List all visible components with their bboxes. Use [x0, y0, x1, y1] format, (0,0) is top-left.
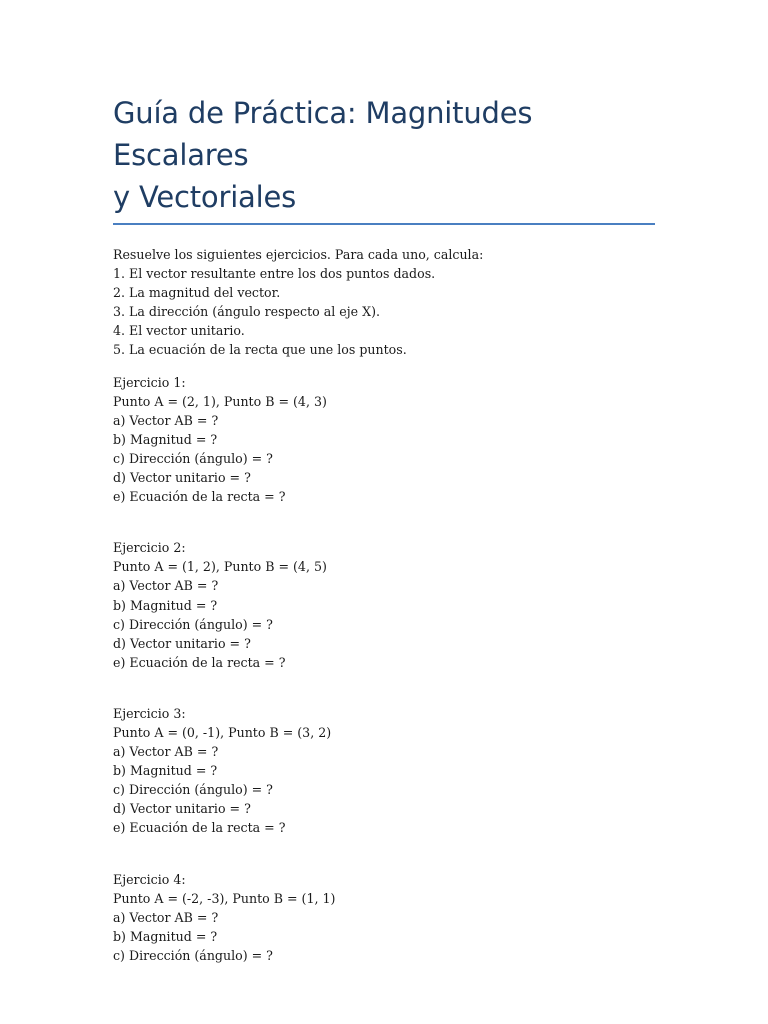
exercise-question: c) Dirección (ángulo) = ?	[113, 782, 273, 798]
exercise-points: Punto A = (1, 2), Punto B = (4, 5)	[113, 559, 327, 575]
exercise-question: e) Ecuación de la recta = ?	[113, 820, 286, 836]
exercise-question: a) Vector AB = ?	[113, 744, 219, 760]
exercise-question: d) Vector unitario = ?	[113, 470, 251, 486]
exercise-question: e) Ecuación de la recta = ?	[113, 489, 286, 505]
exercise-2	[113, 538, 655, 672]
exercise-question: a) Vector AB = ?	[113, 412, 219, 428]
exercise-question: b) Magnitud = ?	[113, 431, 218, 447]
exercise-question: c) Dirección (ángulo) = ?	[113, 616, 273, 632]
exercise-heading: Ejercicio 2:	[113, 540, 186, 556]
exercise-4	[113, 870, 655, 965]
exercise-points: Punto A = (-2, -3), Punto B = (1, 1)	[113, 890, 336, 906]
instruction-item: 1. El vector resultante entre los dos puntos dados.	[113, 266, 436, 282]
exercise-question: d) Vector unitario = ?	[113, 801, 251, 817]
instructions-lead: Resuelve los siguientes ejercicios. Para cada uno, calcula:	[113, 247, 484, 262]
exercise-question: d) Vector unitario = ?	[113, 635, 251, 651]
exercise-1	[113, 373, 655, 507]
exercise-heading: Ejercicio 1:	[113, 374, 186, 390]
document-page	[113, 92, 655, 965]
exercise-question: b) Magnitud = ?	[113, 763, 218, 779]
exercise-question: a) Vector AB = ?	[113, 578, 219, 594]
instruction-item: 5. La ecuación de la recta que une los puntos.	[113, 342, 407, 358]
exercise-question: e) Ecuación de la recta = ?	[113, 654, 286, 670]
instruction-item: 4. El vector unitario.	[113, 323, 245, 339]
exercise-heading: Ejercicio 3:	[113, 705, 186, 721]
title-line-2: y Vectoriales	[113, 180, 297, 214]
exercise-points: Punto A = (0, -1), Punto B = (3, 2)	[113, 724, 332, 740]
exercise-question: b) Magnitud = ?	[113, 597, 218, 613]
exercise-3	[113, 704, 655, 838]
title-divider	[113, 223, 655, 225]
exercise-heading: Ejercicio 4:	[113, 871, 186, 887]
page-title	[113, 92, 655, 218]
exercise-question: c) Dirección (ángulo) = ?	[113, 450, 273, 466]
exercise-question: b) Magnitud = ?	[113, 928, 218, 944]
exercise-question: a) Vector AB = ?	[113, 909, 219, 925]
instructions-block	[113, 245, 655, 360]
instruction-item: 3. La dirección (ángulo respecto al eje X).	[113, 304, 380, 320]
instruction-item: 2. La magnitud del vector.	[113, 285, 281, 301]
exercise-points: Punto A = (2, 1), Punto B = (4, 3)	[113, 393, 327, 409]
exercise-question: c) Dirección (ángulo) = ?	[113, 947, 273, 963]
title-line-1: Guía de Práctica: Magnitudes Escalares	[113, 96, 533, 172]
